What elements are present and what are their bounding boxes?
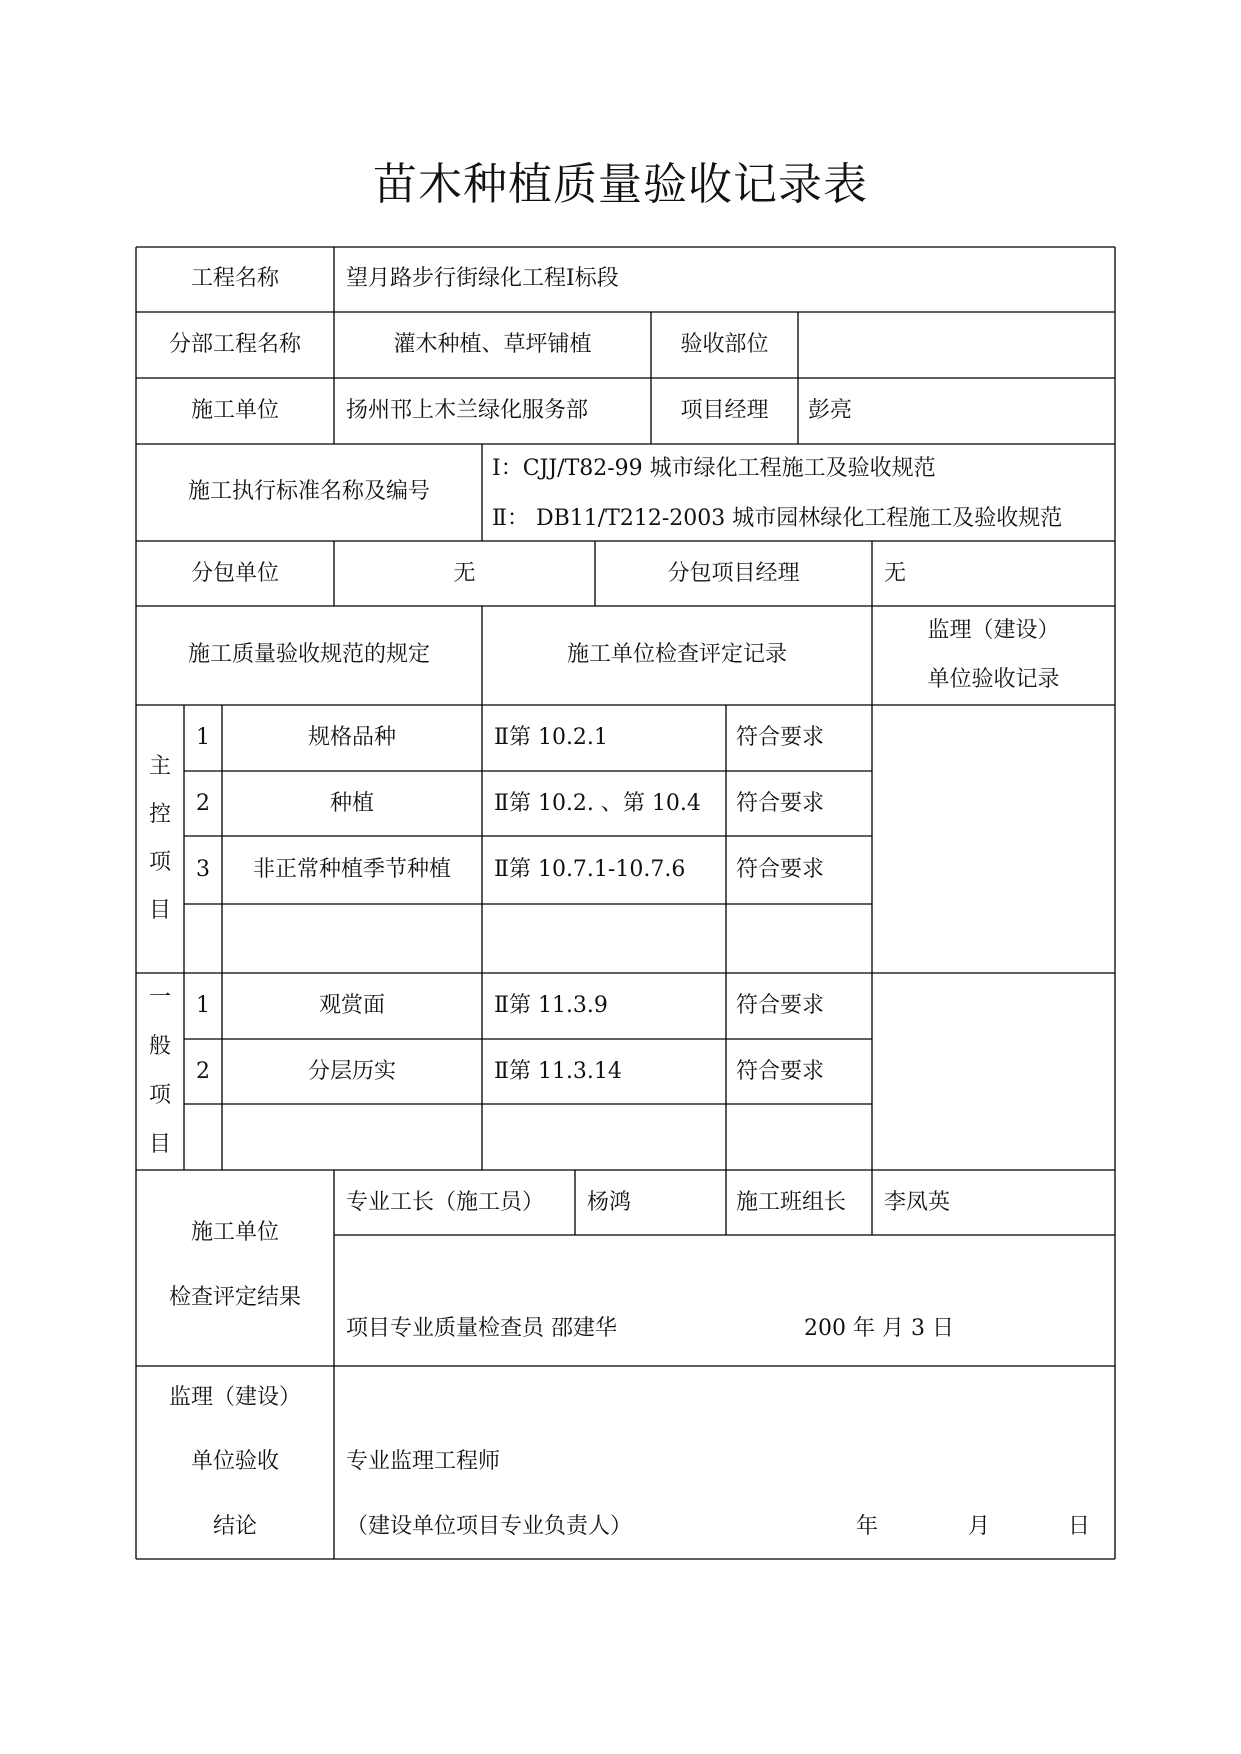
general-item-result: 符合要求 — [736, 1059, 825, 1084]
main-items-side-char: 目 — [148, 898, 171, 923]
owner-representative: （建设单位项目专业负责人） — [346, 1514, 633, 1539]
general-item-no: 2 — [196, 1059, 210, 1084]
foreman-label: 专业工长（施工员） — [346, 1190, 545, 1215]
subcontract-manager-label: 分包项目经理 — [667, 561, 800, 586]
check-result-label-line-2: 检查评定结果 — [168, 1285, 301, 1310]
manager-label: 项目经理 — [680, 398, 769, 423]
sign-month: 月 — [968, 1514, 991, 1539]
header-supervision-line-2: 单位验收记录 — [927, 667, 1060, 692]
standard-label: 施工执行标准名称及编号 — [187, 479, 430, 504]
general-items-side-char: 目 — [148, 1132, 171, 1157]
sign-day: 日 — [1068, 1514, 1091, 1539]
subcontract-value: 无 — [453, 561, 476, 586]
general-item-ref: Ⅱ第 11.3.14 — [494, 1059, 622, 1084]
general-items-side-char: 项 — [148, 1083, 171, 1108]
contractor-label: 施工单位 — [190, 398, 279, 423]
main-items-side-char: 主 — [148, 754, 171, 779]
team-leader-label: 施工班组长 — [736, 1190, 847, 1215]
main-item-ref: Ⅱ第 10.7.1-10.7.6 — [494, 857, 686, 882]
subproject-value: 灌木种植、草坪铺植 — [393, 332, 592, 357]
header-supervision-line-1: 监理（建设） — [927, 618, 1060, 643]
accept-part-label: 验收部位 — [680, 332, 769, 357]
subcontract-manager-value: 无 — [884, 561, 907, 586]
main-item-result: 符合要求 — [736, 725, 825, 750]
main-item-no: 2 — [196, 791, 210, 816]
main-item-ref: Ⅱ第 10.2.1 — [494, 725, 608, 750]
standard-line-2: Ⅱ： DB11/T212-2003 城市园林绿化工程施工及验收规范 — [492, 506, 1063, 531]
general-item-ref: Ⅱ第 11.3.9 — [494, 993, 608, 1018]
header-spec: 施工质量验收规范的规定 — [187, 642, 430, 667]
check-result-label-line-1: 施工单位 — [190, 1220, 279, 1245]
main-item-no: 3 — [196, 857, 210, 882]
main-item-name: 规格品种 — [307, 725, 396, 750]
main-item-no: 1 — [196, 725, 210, 750]
general-item-name: 分层历实 — [307, 1059, 396, 1084]
inspection-date: 200 年 月 3 日 — [804, 1316, 954, 1341]
main-items-side-char: 项 — [148, 850, 171, 875]
main-item-result: 符合要求 — [736, 791, 825, 816]
project-name-value: 望月路步行街绿化工程Ⅰ标段 — [346, 266, 619, 291]
main-item-ref: Ⅱ第 10.2. 、第 10.4 — [494, 791, 701, 816]
project-name-label: 工程名称 — [190, 266, 279, 291]
subcontract-label: 分包单位 — [190, 561, 279, 586]
general-items-side-char: 般 — [148, 1034, 171, 1059]
subproject-label: 分部工程名称 — [168, 332, 301, 357]
manager-value: 彭亮 — [808, 398, 853, 423]
general-items-side-char: 一 — [148, 985, 171, 1010]
main-item-name: 种植 — [329, 791, 374, 816]
main-item-result: 符合要求 — [736, 857, 825, 882]
team-leader-value: 李凤英 — [884, 1190, 951, 1215]
supervision-label-line-1: 监理（建设） — [168, 1385, 301, 1410]
supervision-label-line-3: 结论 — [212, 1514, 257, 1539]
general-item-name: 观赏面 — [318, 993, 385, 1018]
header-check: 施工单位检查评定记录 — [566, 642, 787, 667]
page-title: 苗木种植质量验收记录表 — [373, 159, 868, 210]
supervising-engineer: 专业监理工程师 — [346, 1449, 501, 1474]
contractor-value: 扬州邗上木兰绿化服务部 — [346, 398, 589, 423]
foreman-value: 杨鸿 — [587, 1190, 632, 1215]
sign-year: 年 — [856, 1514, 879, 1539]
supervision-label-line-2: 单位验收 — [190, 1449, 279, 1474]
general-item-result: 符合要求 — [736, 993, 825, 1018]
main-items-side-char: 控 — [148, 802, 171, 827]
quality-inspector: 项目专业质量检查员 邵建华 — [346, 1316, 617, 1341]
main-item-name: 非正常种植季节种植 — [252, 857, 451, 882]
standard-line-1: Ⅰ：CJJ/T82-99 城市绿化工程施工及验收规范 — [492, 456, 936, 481]
general-item-no: 1 — [196, 993, 210, 1018]
